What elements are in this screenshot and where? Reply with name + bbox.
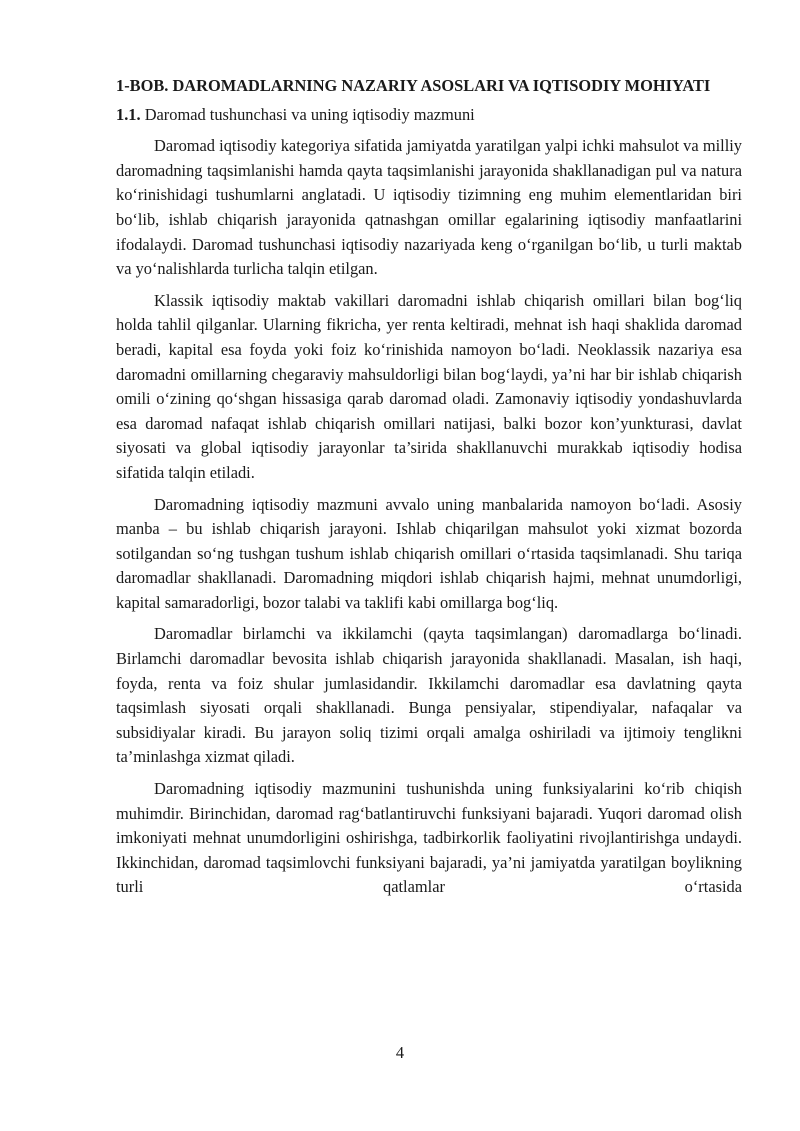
section-number: 1.1.	[116, 104, 141, 124]
section-title: Daromad tushunchasi va uning iqtisodiy mazmuni	[140, 104, 475, 124]
paragraph: Daromadning iqtisodiy mazmuni avvalo uning manbalarida namoyon bo‘ladi. Asosiy manba – bu ishlab chiqarish jarayoni. Ishlab chiqarilgan mahsulot yoki xizmat bozorda sotilgandan so‘ng tushgan tushum ishlab chiqarish omillari o‘rtasida taqsimlanadi. Shu tariqa daromadlar shakllanadi. Daromadning miqdori ishlab chiqarish hajmi, mehnat unumdorligi, kapital samaradorligi, bozor talabi va taklifi kabi omillarga bog‘liq.	[116, 494, 742, 612]
paragraph: Daromadning iqtisodiy mazmunini tushunishda uning funksiyalarini ko‘rib chiqish muhimdir. Birinchidan, daromad rag‘batlantiruvchi funksiyani bajaradi. Yuqori daromad olish imkoniyati mehnat unumdorligini oshirishga, tadbirkorlik faoliyatini rivojlantirishga undaydi. Ikkinchidan, daromad taqsimlovchi funksiyani bajaradi, ya’ni jamiyatda yaratilgan boylikning turli qatlamlar o‘rtasida	[116, 779, 742, 897]
chapter-heading: 1-BOB. DAROMADLARNING NAZARIY ASOSLARI VA IQTISODIY MOHIYATI	[116, 76, 711, 95]
paragraph: Daromadlar birlamchi va ikkilamchi (qayta taqsimlangan) daromadlarga bo‘linadi. Birlamchi daromadlar bevosita ishlab chiqarish jarayonida shakllanadi. Masalan, ish haqi, foyda, renta va foiz shular jumlasidandir. Ikkilamchi daromadlar esa davlatning qayta taqsimlash siyosati orqali shakllanadi. Bunga pensiyalar, stipendiyalar, nafaqalar va subsidiyalar kiradi. Bu jarayon soliq tizimi orqali amalga oshiriladi va ijtimoiy tenglikni ta’minlashga xizmat qiladi.	[116, 624, 742, 767]
page-content	[116, 74, 742, 907]
paragraph: Klassik iqtisodiy maktab vakillari daromadni ishlab chiqarish omillari bilan bog‘liq holda tahlil qilganlar. Ularning fikricha, yer renta keltiradi, mehnat ish haqi shaklida daromad beradi, kapital esa foyda yoki foiz ko‘rinishida namoyon bo‘ladi. Neoklassik nazariya esa daromadni omillarning chegaraviy mahsuldorligi bilan bog‘laydi, ya’ni har bir ishlab chiqarish omili o‘zining qo‘shgan hissasiga qarab daromad oladi. Zamonaviy iqtisodiy yondashuvlarda esa daromad nafaqat ishlab chiqarish omillari natijasi, balki bozor kon’yunkturasi, davlat siyosati va global iqtisodiy jarayonlar ta’sirida shakllanuvchi murakkab iqtisodiy hodisa sifatida talqin etiladi.	[116, 290, 742, 482]
page-number: 4	[395, 1043, 405, 1062]
section-subtitle	[116, 103, 742, 128]
paragraph: Daromad iqtisodiy kategoriya sifatida jamiyatda yaratilgan yalpi ichki mahsulot va milliy daromadning taqsimlanishi hamda qayta taqsimlanishi jarayonida shakllanadigan pul va natura ko‘rinishidagi tushumlarni anglatadi. U iqtisodiy tizimning eng muhim elementlaridan biri bo‘lib, ishlab chiqarish jarayonida qatnashgan omillar egalarining iqtisodiy manfaatlarini ifodalaydi. Daromad tushunchasi iqtisodiy nazariyada keng o‘rganilgan bo‘lib, u turli maktab va yo‘nalishlarda turlicha talqin etilgan.	[116, 136, 742, 279]
